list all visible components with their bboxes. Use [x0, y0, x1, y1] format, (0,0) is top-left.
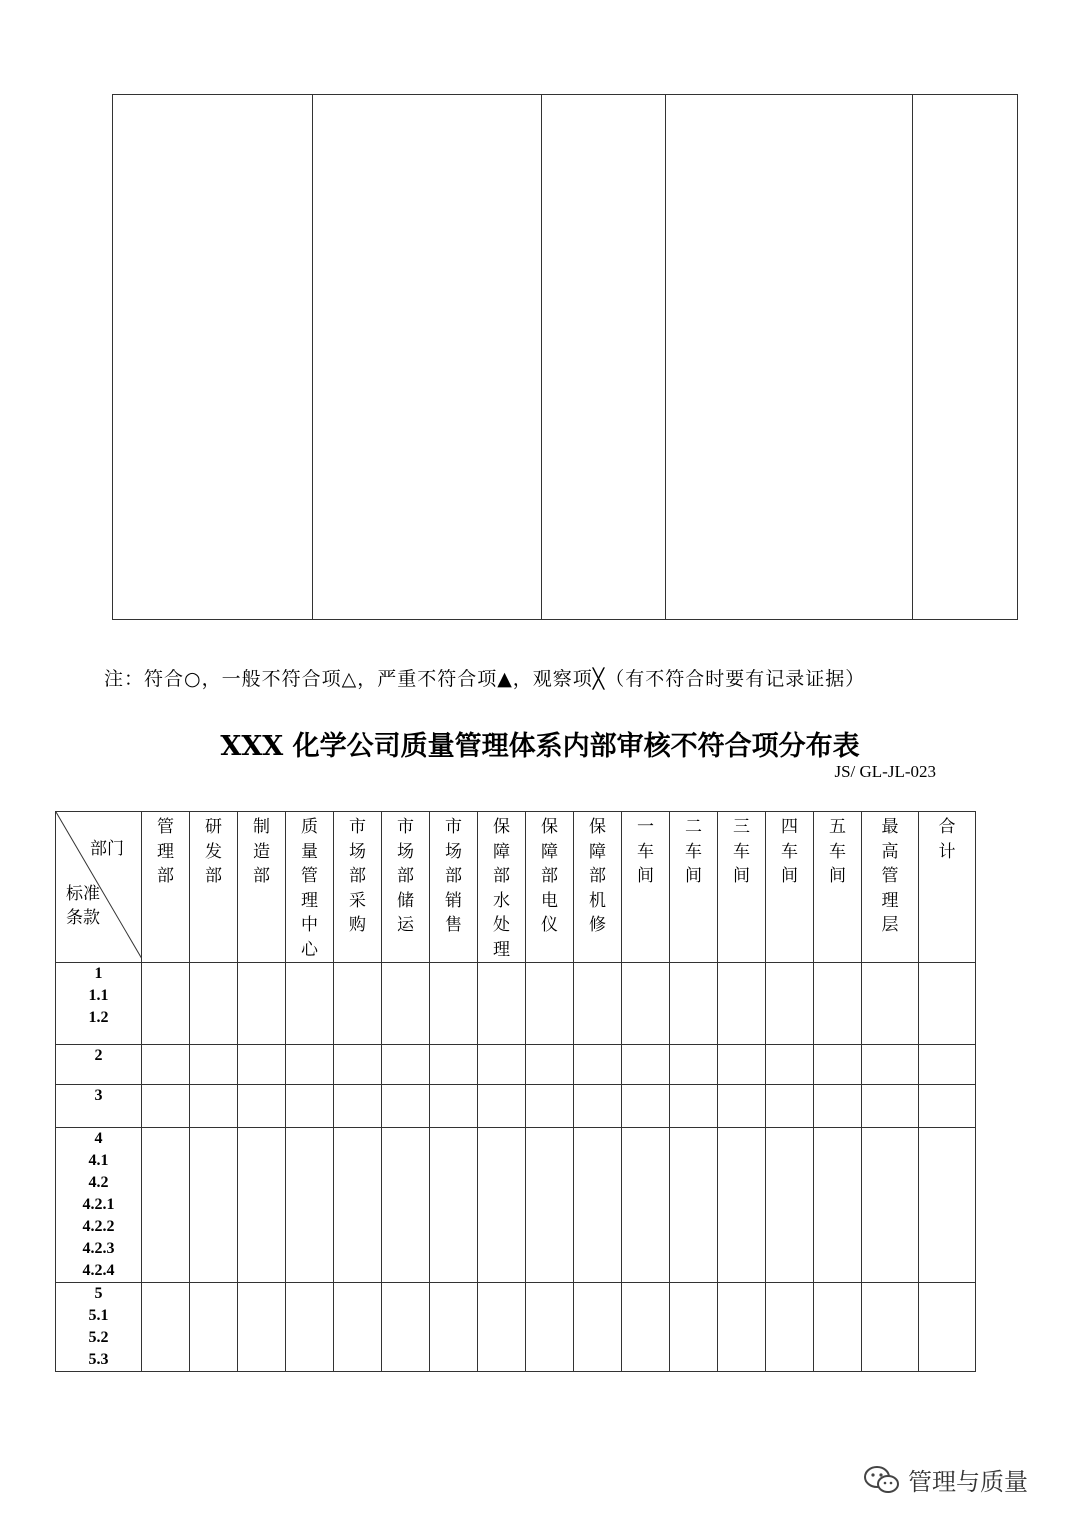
column-header-label: 市场部采购: [349, 817, 366, 935]
clause-cell: [56, 963, 142, 1045]
table-cell[interactable]: [382, 1045, 430, 1085]
table-cell[interactable]: [526, 1085, 574, 1128]
table-cell[interactable]: [814, 1045, 862, 1085]
column-header-label: 四车间: [781, 817, 798, 886]
table-cell[interactable]: [862, 963, 919, 1045]
table-cell[interactable]: [190, 1045, 238, 1085]
table-cell[interactable]: [919, 1128, 976, 1283]
table-cell[interactable]: [142, 1283, 190, 1372]
table-cell[interactable]: [862, 1045, 919, 1085]
table-cell[interactable]: [286, 963, 334, 1045]
table-cell[interactable]: [382, 1283, 430, 1372]
watermark: [862, 1462, 1028, 1497]
table-cell[interactable]: [238, 1283, 286, 1372]
legend-note: 注：符合○，一般不符合项△，严重不符合项▲，观察项╳（有不符合时要有记录证据）: [104, 668, 866, 690]
clause-number: 1.2: [88, 1009, 109, 1026]
table-cell[interactable]: [478, 963, 526, 1045]
table-cell[interactable]: [142, 1085, 190, 1128]
table-cell[interactable]: [814, 1128, 862, 1283]
table-cell[interactable]: [430, 963, 478, 1045]
column-header: [919, 812, 976, 963]
column-header-label: 保障部水处理: [493, 817, 510, 960]
column-divider: [912, 95, 913, 619]
table-cell[interactable]: [238, 1045, 286, 1085]
nonconformity-distribution-table: [55, 811, 976, 1372]
table-cell[interactable]: [190, 1085, 238, 1128]
table-cell[interactable]: [286, 1283, 334, 1372]
table-cell[interactable]: [526, 1128, 574, 1283]
table-cell[interactable]: [574, 1085, 622, 1128]
column-header: [718, 812, 766, 963]
standard-clause-label: 标准条款: [66, 884, 100, 928]
table-cell[interactable]: [766, 963, 814, 1045]
table-cell[interactable]: [718, 1045, 766, 1085]
table-cell[interactable]: [478, 1085, 526, 1128]
clause-number: 4.2.2: [82, 1218, 115, 1235]
table-cell[interactable]: [670, 1085, 718, 1128]
table-cell[interactable]: [334, 1085, 382, 1128]
column-header-label: 保障部电仪: [541, 817, 558, 935]
column-header-label: 合计: [938, 817, 956, 862]
column-header: [382, 812, 430, 963]
table-row: [56, 1085, 976, 1128]
column-divider: [665, 95, 666, 619]
table-cell[interactable]: [814, 963, 862, 1045]
table-cell[interactable]: [718, 1128, 766, 1283]
dept-label: 部门: [90, 839, 124, 859]
table-cell[interactable]: [574, 1283, 622, 1372]
table-cell[interactable]: [526, 1045, 574, 1085]
table-row: [56, 1045, 976, 1085]
table-cell[interactable]: [814, 1085, 862, 1128]
table-cell[interactable]: [334, 963, 382, 1045]
clause-number: 4.2.3: [82, 1240, 115, 1257]
table-cell[interactable]: [718, 963, 766, 1045]
table-cell[interactable]: [430, 1085, 478, 1128]
table-cell[interactable]: [718, 1085, 766, 1128]
empty-form-table: [112, 94, 1018, 620]
table-cell[interactable]: [142, 1128, 190, 1283]
column-header-label: 市场部销售: [445, 817, 462, 935]
table-cell[interactable]: [286, 1045, 334, 1085]
clause-number: 4.1: [88, 1152, 109, 1169]
page-title: XXX 化学公司质量管理体系内部审核不符合项分布表: [220, 731, 860, 762]
table-cell[interactable]: [919, 1045, 976, 1085]
table-cell[interactable]: [670, 1128, 718, 1283]
table-cell[interactable]: [766, 1045, 814, 1085]
table-cell[interactable]: [919, 1085, 976, 1128]
table-cell[interactable]: [622, 1045, 670, 1085]
table-cell[interactable]: [718, 1283, 766, 1372]
corner-cell: [56, 812, 142, 963]
column-header: [862, 812, 919, 963]
corner-header: [56, 812, 141, 959]
clause-number: 4: [94, 1130, 103, 1147]
table-cell[interactable]: [622, 1283, 670, 1372]
clause-number: 4.2.1: [82, 1196, 115, 1213]
clause-number: 1.1: [88, 987, 109, 1004]
table-cell[interactable]: [622, 1128, 670, 1283]
column-header: [622, 812, 670, 963]
table-cell[interactable]: [382, 1128, 430, 1283]
table-row: [56, 1128, 976, 1283]
table-cell[interactable]: [622, 1085, 670, 1128]
column-header: [142, 812, 190, 963]
column-header: [814, 812, 862, 963]
table-cell[interactable]: [334, 1045, 382, 1085]
table-cell[interactable]: [334, 1283, 382, 1372]
column-header: [286, 812, 334, 963]
table-cell[interactable]: [430, 1283, 478, 1372]
table-cell[interactable]: [622, 963, 670, 1045]
table-cell[interactable]: [382, 1085, 430, 1128]
table-cell[interactable]: [478, 1283, 526, 1372]
column-header-label: 制造部: [253, 817, 270, 886]
table-cell[interactable]: [574, 963, 622, 1045]
table-cell[interactable]: [919, 963, 976, 1045]
table-cell[interactable]: [862, 1128, 919, 1283]
table-cell[interactable]: [142, 963, 190, 1045]
table-row: [56, 1283, 976, 1372]
clause-number: 1: [94, 965, 103, 982]
column-header-label: 市场部储运: [397, 817, 414, 935]
table-cell[interactable]: [766, 1085, 814, 1128]
clause-number: 5: [94, 1285, 103, 1302]
table-cell[interactable]: [334, 1128, 382, 1283]
table-cell[interactable]: [190, 1128, 238, 1283]
column-divider: [541, 95, 542, 619]
table-cell[interactable]: [574, 1045, 622, 1085]
clause-cell: [56, 1128, 142, 1283]
table-cell[interactable]: [814, 1283, 862, 1372]
table-cell[interactable]: [478, 1045, 526, 1085]
column-header: [190, 812, 238, 963]
column-header: [430, 812, 478, 963]
column-header-label: 一车间: [637, 817, 654, 886]
column-header: [238, 812, 286, 963]
wechat-icon: [862, 1464, 902, 1496]
table-cell[interactable]: [919, 1283, 976, 1372]
table-row: [56, 963, 976, 1045]
document-code: JS/ GL-JL-023: [834, 762, 936, 781]
clause-number: 3: [94, 1087, 103, 1104]
table-cell[interactable]: [190, 1283, 238, 1372]
clause-cell: [56, 1085, 142, 1128]
column-header-label: 研发部: [205, 817, 222, 886]
column-header-label: 保障部机修: [589, 817, 606, 935]
column-divider: [312, 95, 313, 619]
table-cell[interactable]: [766, 1128, 814, 1283]
column-header: [478, 812, 526, 963]
column-header-label: 五车间: [829, 817, 846, 886]
table-cell[interactable]: [286, 1128, 334, 1283]
column-header-label: 质量管理中心: [301, 817, 318, 960]
table-cell[interactable]: [382, 963, 430, 1045]
table-cell[interactable]: [862, 1085, 919, 1128]
table-cell[interactable]: [238, 1085, 286, 1128]
table-cell[interactable]: [286, 1085, 334, 1128]
table-cell[interactable]: [766, 1283, 814, 1372]
column-header: [526, 812, 574, 963]
table-cell[interactable]: [574, 1128, 622, 1283]
table-cell[interactable]: [430, 1128, 478, 1283]
column-header: [334, 812, 382, 963]
clause-number: 5.1: [88, 1307, 109, 1324]
header-row: [56, 812, 976, 963]
column-header-label: 二车间: [685, 817, 702, 886]
clause-number: 5.3: [88, 1351, 109, 1368]
column-header: [574, 812, 622, 963]
clause-number: 4.2.4: [82, 1262, 115, 1279]
table-cell[interactable]: [430, 1045, 478, 1085]
clause-number: 4.2: [88, 1174, 109, 1191]
table-cell[interactable]: [670, 963, 718, 1045]
table-cell[interactable]: [238, 1128, 286, 1283]
clause-cell: [56, 1283, 142, 1372]
table-cell[interactable]: [670, 1045, 718, 1085]
table-cell[interactable]: [526, 1283, 574, 1372]
table-cell[interactable]: [526, 963, 574, 1045]
table-cell[interactable]: [142, 1045, 190, 1085]
column-header-label: 最高管理层: [881, 817, 899, 935]
clause-number: 5.2: [88, 1329, 109, 1346]
clause-cell: [56, 1045, 142, 1085]
clause-number: 2: [94, 1047, 103, 1064]
table-cell[interactable]: [862, 1283, 919, 1372]
table-cell[interactable]: [478, 1128, 526, 1283]
column-header-label: 管理部: [157, 817, 174, 886]
column-header-label: 三车间: [733, 817, 750, 886]
watermark-text: 管理与质量: [908, 1468, 1028, 1496]
column-header: [670, 812, 718, 963]
column-header: [766, 812, 814, 963]
table-cell[interactable]: [238, 963, 286, 1045]
table-cell[interactable]: [670, 1283, 718, 1372]
table-cell[interactable]: [190, 963, 238, 1045]
